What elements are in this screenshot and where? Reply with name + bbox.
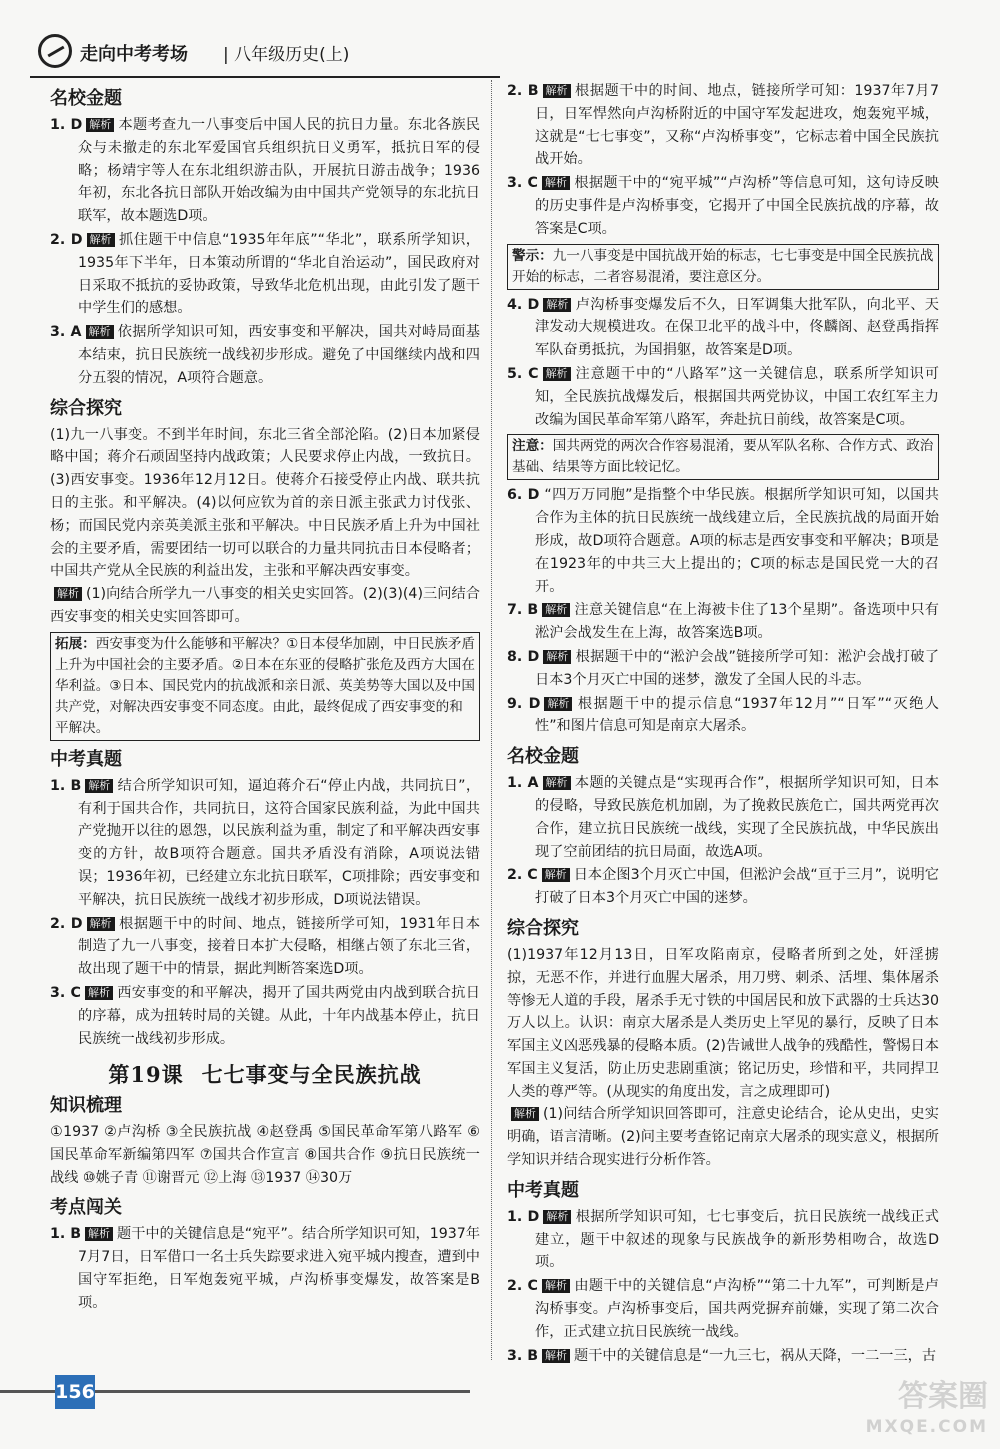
question-number: 3. C — [507, 175, 538, 192]
analysis-paragraph: 解析 (1)向结合所学九一八事变的相关史实回答。(2)(3)(4)三问结合西安事变的相关史实回答即可。 — [50, 586, 480, 625]
section-items — [507, 484, 939, 738]
analysis-tag: 解析 — [542, 603, 570, 617]
answer-text: 注意关键信息“在上海被卡住了13个星期”。备选项中只有淞沪会战发生在上海，故答案选B项。 — [535, 602, 939, 642]
question-item — [507, 772, 939, 863]
analysis-tag: 解析 — [542, 868, 570, 882]
answer-text: 结合所学知识可知，逼迫蒋介石“停止内战，共同抗日”，有利于国共合作，共同抗日，这符合国家民族利益，为此中国共产党抛开以往的恩怨，以民族利益为重，制定了和平解决西安事变的方针，故B项符合题意。国共矛盾没有消除，A项说法错误；1936年初，已经建立东北抗日联军，C项排除；西安事变和平解决，抗日民族统一战线才初步形成，D项说法错误。 — [78, 777, 481, 908]
book-title: 走向中考考场 — [80, 44, 188, 65]
question-item — [507, 693, 939, 739]
question-item — [50, 1223, 480, 1314]
question-item — [50, 982, 480, 1050]
question-number: 2. C — [507, 1278, 538, 1295]
section-items — [50, 114, 480, 390]
answer-text: 卢沟桥事变爆发后不久，日军调集大批军队，向北平、天津发动大规模进攻。在保卫北平的战斗中，佟麟阁、赵登禹指挥军队奋勇抵抗，为国捐躯，故答案是D项。 — [535, 296, 939, 359]
question-item — [507, 864, 939, 910]
question-item — [507, 484, 939, 598]
question-number: 2. B — [507, 83, 539, 99]
section-items — [507, 294, 939, 432]
analysis-tag: 解析 — [543, 1210, 571, 1224]
question-item — [507, 294, 939, 362]
warning-box: 警示：九一八事变是中国抗战开始的标志，七七事变是中国全民族抗战开始的标志，二者容易混淆，要注意区分。 — [507, 244, 939, 290]
answer-text: 依据所学知识可知，西安事变和平解决，国共对峙局面基本结束，抗日民族统一战线初步形成。避免了中国继续内战和四分五裂的情况，A项符合题意。 — [78, 324, 480, 386]
answer-text: 注意题干中的“八路军”这一关键信息，联系所学知识可知，全民族抗战爆发后，根据国共两党协议，中国工农红军主力改编为国民革命军第八路军，奔赴抗日前线，故答案是C项。 — [535, 365, 939, 428]
section-items — [50, 1223, 480, 1314]
page-footer — [0, 1370, 1000, 1449]
analysis-tag: 解析 — [85, 779, 113, 793]
answer-text: 根据题干中的时间、地点，链接所学可知：1937年7月7日，日军悍然向卢沟桥附近的中国守军发起进攻，炮轰宛平城，这就是“七七事变”，又称“卢沟桥事变”，它标志着中国全民族抗战开始。 — [535, 83, 939, 168]
watermark: 答案圈 MXQE.COM — [865, 1379, 988, 1437]
analysis-tag: 解析 — [544, 697, 572, 711]
answer-text: 西安事变的和平解决，揭开了国共两党由内战到联合抗日的序幕，成为扭转时局的关键。从此，十年内战基本停止，抗日民族统一战线初步形成。 — [78, 984, 480, 1047]
knowledge-list: ①1937 ②卢沟桥 ③全民族抗战 ④赵登禹 ⑤国民革命军第八路军 ⑥国民革命军新编第四军 ⑦国共合作宣言 ⑧国共合作 ⑨抗日民族统一战线 ⑩姚子青 ⑪谢晋元 ⑫上海 ⑬1937 ⑭30万 — [50, 1124, 480, 1186]
answer-text: 根据题干中的“淞沪会战”链接所学可知：淞沪会战打破了日本3个月灭亡中国的迷梦，激发了全国人民的斗志。 — [535, 648, 940, 688]
answer-paragraph: (1)九一八事变。不到半年时间，东北三省全部沦陷。(2)日本加紧侵略中国；蒋介石顽固坚持内战政策；人民要求停止内战，一致抗日。(3)西安事变。1936年12月12日。使蒋介石接受停止内战、联共抗日的主张。和平解决。(4)以何应钦为首的亲日派主张武力讨伐张、杨；而国民党内亲英美派主张和平解决。中日民族矛盾上升为中国社会的主要矛盾，需要团结一切可以联合的力量共同抗击日本侵略者；中国共产党从全民族的利益出发，主张和平解决西安事变。 — [50, 426, 480, 580]
question-item — [507, 80, 939, 171]
answer-text: 题干中的关键信息是“一九三七，祸从天降，一二一三，古 — [574, 1347, 937, 1364]
section-title: 名校金题 — [50, 88, 122, 109]
answer-text: 日本企图3个月灭亡中国，但淞沪会战“亘于三月”，说明它打破了日本3个月灭亡中国的迷梦。 — [535, 867, 939, 907]
question-number: 3. A — [50, 324, 82, 341]
analysis-paragraph: 解析 (1)问结合所学知识回答即可，注意史论结合，论从史出，史实明确，语言清晰。(2)问主要考查铭记南京大屠杀的现实意义，根据所学知识并结合现实进行分析作答。 — [507, 1106, 939, 1169]
question-number: 2. D — [50, 231, 83, 248]
section-title: 考点闯关 — [50, 1197, 122, 1219]
answer-text: 题干中的关键信息是“宛平”。结合所学知识可知，1937年7月7日，日军借口一名士兵失踪要求进入宛平城内搜查，遭到中国守军拒绝，日军炮轰宛平城，卢沟桥事变爆发，故答案是B项。 — [78, 1226, 481, 1311]
question-number: 9. D — [507, 695, 541, 712]
analysis-tag: 解析 — [543, 298, 571, 312]
analysis-tag: 解析 — [542, 1279, 570, 1293]
question-item — [507, 646, 939, 692]
section-title: 中考真题 — [50, 748, 122, 770]
section-title: 综合探究 — [507, 917, 579, 939]
question-number: 4. D — [507, 296, 540, 313]
section-title: 名校金题 — [507, 746, 579, 768]
question-number: 2. C — [507, 867, 538, 884]
section-items — [50, 775, 480, 1051]
analysis-tag: 解析 — [543, 84, 571, 98]
analysis-tag: 解析 — [543, 650, 571, 664]
question-item — [507, 599, 939, 645]
analysis-tag: 解析 — [54, 587, 82, 601]
analysis-tag: 解析 — [86, 325, 114, 339]
analysis-tag: 解析 — [85, 986, 113, 1000]
analysis-tag: 解析 — [543, 367, 571, 381]
analysis-tag: 解析 — [511, 1107, 539, 1121]
question-number: 6. D — [507, 487, 540, 504]
column-divider — [491, 80, 492, 1360]
book-subtitle: | 八年级历史(上) — [223, 45, 350, 65]
extension-box: 拓展：西安事变为什么能够和平解决？①日本侵华加剧，中日民族矛盾上升为中国社会的主要矛盾。②日本在东亚的侵略扩张危及西方大国在华利益。③日本、国民党内的抗战派和亲日派、英美势等大国以及中国共产党，对解决西安事变不同态度。由此，最终促成了西安事变的和平解决。 — [50, 632, 480, 741]
question-item — [50, 775, 480, 912]
question-item — [507, 363, 939, 431]
question-number: 5. C — [507, 365, 539, 382]
lesson-title: 七七事变与全民族抗战 — [201, 1062, 422, 1088]
question-item — [507, 172, 939, 240]
section-items — [507, 772, 939, 910]
question-item — [507, 1345, 939, 1368]
analysis-tag: 解析 — [87, 917, 115, 931]
question-number: 1. D — [50, 117, 83, 133]
answer-text: 本题的关键点是“实现再合作”，根据所学知识可知，日本的侵略，导致民族危机加剧，为了挽救民族危亡，国共两党再次合作，建立抗日民族统一战线，实现了全民族抗战，中华民族出现了空前团结的抗日局面，故选A项。 — [535, 775, 940, 860]
answer-text: “四万万同胞”是指整个中华民族。根据所学知识可知，以国共合作为主体的抗日民族统一战线建立后，全民族抗战的局面开始形成，故D项符合题意。A项的标志是西安事变和平解决；B项是在1923年的中共三大上提出的；C项的标志是国民党一大的召开。 — [535, 487, 939, 595]
page-number: 156 — [55, 1375, 95, 1409]
question-number: 1. B — [50, 1226, 82, 1243]
answer-paragraph: (1)1937年12月13日，日军攻陷南京，侵略者所到之处，奸淫掳掠，无恶不作，并进行血腥大屠杀，用刀劈、刺杀、活埋、集体屠杀等惨无人道的手段，屠杀手无寸铁的中国居民和放下武器的士兵达30万人以上。认识：南京大屠杀是人类历史上罕见的暴行，反映了日本军国主义凶恶残暴的侵略本质。(2)告诫世人战争的残酷性，警惕日本军国主义复活，防止历史悲剧重演；铭记历史，珍惜和平，共同捍卫人类的尊严等。(从现实的角度出发，言之成理即可) — [507, 946, 939, 1100]
analysis-tag: 解析 — [87, 233, 115, 247]
lesson-number: 第19课 — [108, 1062, 184, 1088]
question-number: 3. C — [50, 984, 81, 1001]
answer-text: 根据题干中的“宛平城”“卢沟桥”等信息可知，这句诗反映的历史事件是卢沟桥事变，它揭开了中国全民族抗战的序幕，故答案是C项。 — [535, 175, 939, 237]
answer-text: 根据题干中的提示信息“1937年12月”“日军”“灭绝人性”和图片信息可知是南京大屠杀。 — [535, 695, 939, 735]
question-number: 8. D — [507, 648, 540, 665]
section-title: 中考真题 — [507, 1179, 579, 1201]
question-number: 7. B — [507, 602, 539, 619]
analysis-tag: 解析 — [542, 1349, 570, 1363]
analysis-tag: 解析 — [543, 776, 571, 790]
answer-text: 本题考查九一八事变后中国人民的抗日力量。东北各族民众与未撤走的东北军爱国官兵组织抗日义勇军，抵抗日军的侵略；杨靖宇等人在东北组织游击队，开展抗日游击战争；1936年初，东北各抗日部队开始改编为由中国共产党领导的东北抗日联军，故本题选D项。 — [78, 117, 480, 225]
answer-text: 根据题干中的时间、地点，链接所学可知，1931年日本制造了九一八事变，接着日本扩大侵略，相继占领了东北三省，故出现了题干中的情景，据此判断答案选D项。 — [78, 915, 481, 978]
right-column — [507, 80, 939, 1368]
section-title: 综合探究 — [50, 397, 122, 419]
question-item — [507, 1206, 939, 1274]
question-item — [50, 913, 480, 981]
question-item — [50, 114, 480, 228]
answer-text: 根据所学知识可知，七七事变后，抗日民族统一战线正式建立，题干中叙述的现象与民族战争的新形势相吻合，故选D项。 — [535, 1208, 939, 1271]
section-items — [507, 80, 939, 241]
question-number: 1. A — [507, 775, 539, 792]
question-item — [507, 1275, 939, 1343]
page-header — [30, 30, 500, 78]
section-items — [507, 1206, 939, 1368]
logo-icon — [38, 34, 72, 68]
question-number: 1. B — [50, 777, 82, 794]
analysis-tag: 解析 — [542, 176, 570, 190]
question-number: 2. D — [50, 915, 83, 932]
analysis-tag: 解析 — [85, 1227, 113, 1241]
answer-text: 由题干中的关键信息“卢沟桥”“第二十九军”，可判断是卢沟桥事变。卢沟桥事变后，国共两党摒弃前嫌，实现了第二次合作，正式建立抗日民族统一战线。 — [535, 1278, 939, 1340]
analysis-tag: 解析 — [86, 118, 114, 132]
section-title: 知识梳理 — [50, 1095, 122, 1117]
question-item — [50, 321, 480, 389]
left-column — [50, 80, 480, 1316]
lesson-heading — [50, 1064, 480, 1087]
note-box: 注意：国共两党的两次合作容易混淆，要从军队名称、合作方式、政治基础、结果等方面比较记忆。 — [507, 434, 939, 480]
question-number: 3. B — [507, 1347, 539, 1364]
question-item — [50, 229, 480, 320]
question-number: 1. D — [507, 1208, 540, 1225]
answer-text: 抓住题干中信息“1935年年底”“华北”，联系所学知识，1935年下半年，日本策动所谓的“华北自治运动”，国民政府对日采取不抵抗的妥协政策，导致华北危机出现，由此引发了题干中学生们的感想。 — [78, 231, 480, 317]
